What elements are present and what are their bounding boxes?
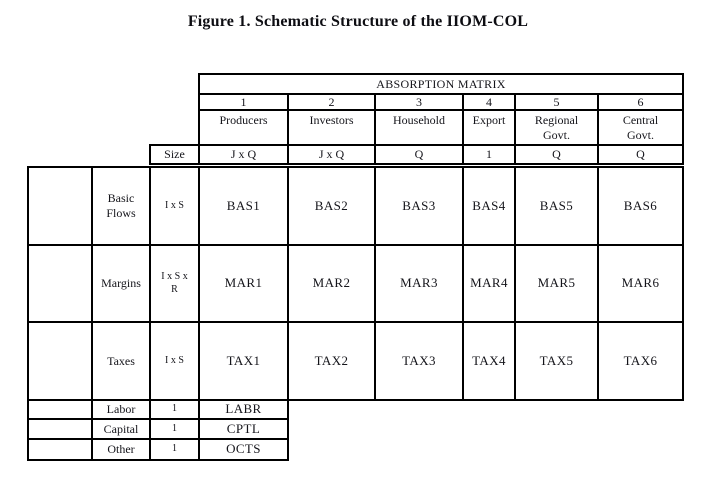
empty-cell [27, 418, 93, 440]
size-row-label: Size [149, 144, 200, 165]
cell-bas5: BAS5 [514, 166, 599, 246]
empty-cell [27, 399, 93, 420]
absorption-matrix-header: ABSORPTION MATRIX [198, 73, 684, 95]
cell-tax3: TAX3 [374, 321, 464, 401]
cell-tax4: TAX4 [462, 321, 516, 401]
cell-mar5: MAR5 [514, 244, 599, 323]
column-number-2: 2 [287, 93, 376, 111]
column-number-1: 1 [198, 93, 289, 111]
column-size-1: J x Q [198, 144, 289, 165]
cell-tax6: TAX6 [597, 321, 684, 401]
cell-bas2: BAS2 [287, 166, 376, 246]
cell-octs: OCTS [198, 438, 289, 461]
row-label-labor: Labor [91, 399, 151, 420]
row-label-capital: Capital [91, 418, 151, 440]
column-size-5: Q [514, 144, 599, 165]
column-number-4: 4 [462, 93, 516, 111]
column-name-central-govt: Central Govt. [597, 109, 684, 146]
row-size-labor: 1 [149, 399, 200, 420]
cell-bas4: BAS4 [462, 166, 516, 246]
column-size-6: Q [597, 144, 684, 165]
column-name-producers: Producers [198, 109, 289, 146]
empty-cell [27, 166, 93, 246]
row-size-taxes: I x S [149, 321, 200, 401]
cell-tax5: TAX5 [514, 321, 599, 401]
cell-bas1: BAS1 [198, 166, 289, 246]
row-label-taxes: Taxes [91, 321, 151, 401]
row-size-margins: I x S x R [149, 244, 200, 323]
column-size-2: J x Q [287, 144, 376, 165]
row-size-other: 1 [149, 438, 200, 461]
row-size-basic-flows: I x S [149, 166, 200, 246]
column-size-3: Q [374, 144, 464, 165]
cell-mar1: MAR1 [198, 244, 289, 323]
row-label-margins: Margins [91, 244, 151, 323]
empty-cell [27, 321, 93, 401]
cell-mar4: MAR4 [462, 244, 516, 323]
column-name-investors: Investors [287, 109, 376, 146]
figure-title: Figure 1. Schematic Structure of the IIOM-COL [187, 13, 529, 30]
empty-cell [27, 438, 93, 461]
column-name-regional-govt: Regional Govt. [514, 109, 599, 146]
column-name-household: Household [374, 109, 464, 146]
column-number-5: 5 [514, 93, 599, 111]
column-number-6: 6 [597, 93, 684, 111]
column-name-export: Export [462, 109, 516, 146]
cell-bas3: BAS3 [374, 166, 464, 246]
cell-mar6: MAR6 [597, 244, 684, 323]
row-label-basic-flows: Basic Flows [91, 166, 151, 246]
cell-mar2: MAR2 [287, 244, 376, 323]
cell-labr: LABR [198, 399, 289, 420]
row-size-capital: 1 [149, 418, 200, 440]
empty-cell [27, 244, 93, 323]
row-label-other: Other [91, 438, 151, 461]
cell-bas6: BAS6 [597, 166, 684, 246]
cell-tax1: TAX1 [198, 321, 289, 401]
column-number-3: 3 [374, 93, 464, 111]
cell-tax2: TAX2 [287, 321, 376, 401]
column-size-4: 1 [462, 144, 516, 165]
cell-mar3: MAR3 [374, 244, 464, 323]
cell-cptl: CPTL [198, 418, 289, 440]
